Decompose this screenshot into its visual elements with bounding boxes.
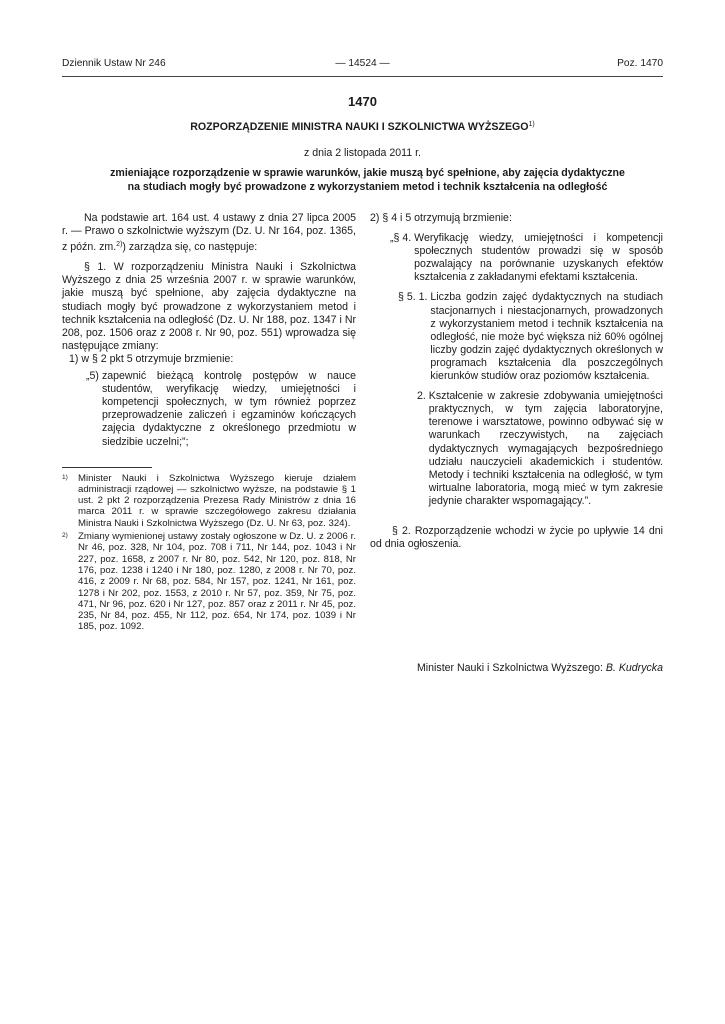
signature [370,662,663,674]
act-subject [70,167,665,194]
act-date: z dnia 2 listopada 2011 r. [303,147,421,159]
section-4-text: Weryfikację wiedzy, umiejętności i kompetencji społecznych studentów prowadzi się w sposób pozwalający na porównanie uzyskanych efektów kształcenia z zakładanymi efektami kształcenia. [414,232,663,284]
section-2: § 2. Rozporządzenie wchodzi w życie po upływie 14 dni od dnia ogłoszenia. [370,524,663,551]
section-5-2-number: 2. [417,390,429,403]
item-1-quote-number: „5) [86,370,99,383]
section-5-paragraph-2 [417,390,663,508]
act-title [0,121,725,133]
item-1-quote-text: zapewnić bieżącą kontrolę postępów w nauce studentów, weryfikację wiedzy, umiejętności i kompetencji społecznych, w tym również poprzez przeprowadzenie zaliczeń i egzaminów kończących zajęcia dydaktyczne z określonego przedmiotu w siedzibie uczelni;”; [101,370,356,448]
section-5-2-text: Kształcenie w zakresie zdobywania umiejętności praktycznych, w tym zajęcia laboratoryjne, terenowe i warsztatowe, powinno odbywać się w warunkach rzeczywistych, na zajęciach dydaktycznych wymagających bezpośredniego udziału nauczycieli akademickich i studentów. Metody i techniki kształcenia na odległość, w tym wirtualne laboratoria, mogą mieć w tym zakresie jedynie charakter wspomagający.”. [428,390,663,507]
footnote-rule [62,467,152,468]
footnotes [62,473,356,633]
footnote-1-mark: 1) [62,473,68,481]
section-5-text: Liczba godzin zajęć dydaktycznych na studiach stacjonarnych i niestacjonarnych, prowadzonych z wykorzystaniem metod i technik kształcenia na odległość, nie może być większa niż 60% ogólnej liczby godzin zajęć dydaktycznych określonych w programach kształcenia dla poszczególnych kierunków studiów oraz poziomów kształcenia. [430,291,663,383]
section-4-quote [390,232,663,284]
header-rule [62,76,663,77]
left-column [62,212,356,635]
signature-name: B. Kudrycka [605,662,663,674]
act-title-text: ROZPORZĄDZENIE MINISTRA NAUKI I SZKOLNICTWA WYŻSZEGO [190,121,529,133]
preamble-text-a: Na podstawie art. 164 ust. 4 ustawy z dnia 27 lipca 2005 r. — Prawo o szkolnictwie wyższym (Dz. U. Nr 164, poz. 1365, z późn. zm. [62,212,356,254]
right-column [370,212,663,551]
section-5-number: § 5. 1. [398,291,431,304]
section-1: § 1. W rozporządzeniu Ministra Nauki i Szkolnictwa Wyższego z dnia 25 września 2007 r. w sprawie warunków, jakie muszą być spełnione, aby zajęcia dydaktyczne na studiach mogły być prowadzone z wykorzystaniem metod i technik kształcenia na odległość (Dz. U. Nr 188, poz. 1347 i Nr 208, poz. 1506 oraz z 2008 r. Nr 90, poz. 551) wprowadza się następujące zmiany: [62,261,356,352]
section-4-number: „§ 4. [390,232,415,245]
page-number: — 14524 — [335,58,390,69]
item-1-intro: 1) w § 2 pkt 5 otrzymuje brzmienie: [69,352,234,365]
footnote-1-text: Minister Nauki i Szkolnictwa Wyższego kieruje działem administracji rządowej — szkolnictwo wyższe, na podstawie § 1 ust. 2 pkt 2 rozporządzenia Prezesa Rady Ministrów z dnia 16 marca 2011 r. w sprawie szczegółowego zakresu działania Ministra Nauki i Szkolnictwa Wyższego (Dz. U. Nr 63, poz. 324). [78,472,356,529]
position-number: Poz. 1470 [617,58,663,69]
act-subject-line-1: zmieniające rozporządzenie w sprawie warunków, jakie muszą być spełnione, aby zajęcia dydaktyczne [110,167,625,179]
preamble-text-b: ) zarządza się, co następuje: [122,241,258,254]
section-5-paragraph-1 [398,291,663,383]
act-number: 1470 [348,94,377,109]
item-1-quote [86,370,356,449]
preamble-footnote-ref: 2) [116,241,123,249]
signature-role: Minister Nauki i Szkolnictwa Wyższego: [416,662,606,674]
footnote-2-mark: 2) [62,532,68,540]
footnote-2-text: Zmiany wymienionej ustawy zostały ogłoszone w Dz. U. z 2006 r. Nr 46, poz. 328, Nr 104, poz. 708 i 711, Nr 144, poz. 1043 i Nr 227, poz. 1658, z 2007 r. Nr 80, poz. 542, Nr 120, poz. 818, Nr 176, poz. 1238 i 1240 i Nr 180, poz. 1280, z 2008 r. Nr 70, poz. 416, z 2009 r. Nr 68, poz. 584, Nr 157, poz. 1241, Nr 161, poz. 1278 i Nr 202, poz. 1553, z 2010 r. Nr 57, poz. 359, Nr 75, poz. 471, Nr 96, poz. 620 i Nr 127, poz. 857 oraz z 2011 r. Nr 45, poz. 235, Nr 84, poz. 455, Nr 112, poz. 654, Nr 174, poz. 1039 i Nr 185, poz. 1092. [78,531,356,633]
page-header [62,56,663,72]
footnote-2 [62,531,356,633]
journal-name: Dziennik Ustaw Nr 246 [62,58,166,69]
act-title-footnote-ref: 1) [528,121,535,128]
item-2-intro: 2) § 4 i 5 otrzymują brzmienie: [370,212,512,224]
footnote-1 [62,473,356,529]
act-subject-line-2: na studiach mogły być prowadzone z wykorzystaniem metod i technik kształcenia na odległość [127,180,608,193]
preamble [62,212,356,254]
